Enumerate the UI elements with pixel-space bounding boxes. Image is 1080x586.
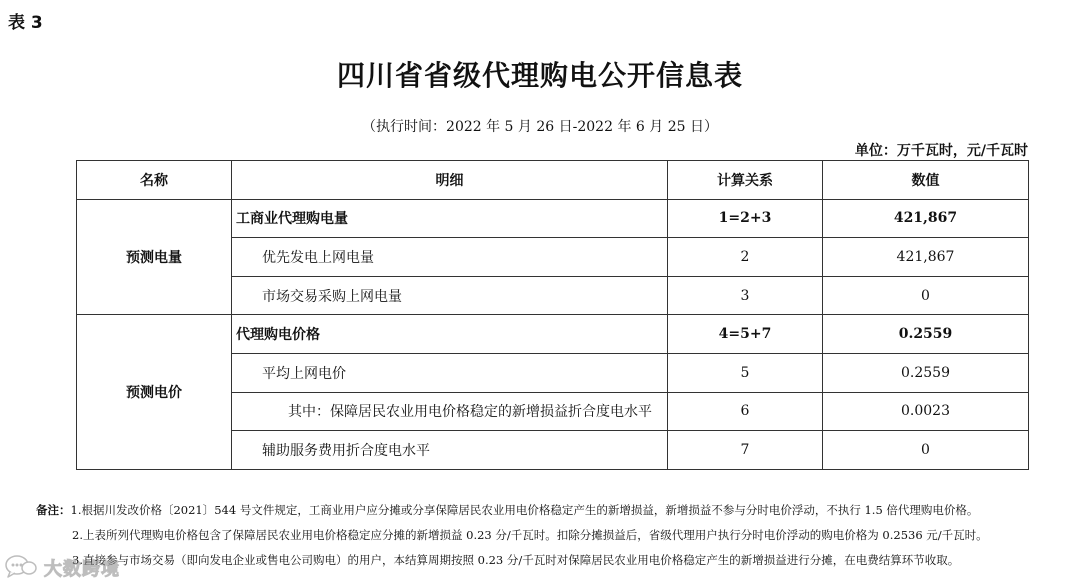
row-detail: 平均上网电价 — [232, 353, 668, 392]
row-detail: 辅助服务费用折合度电水平 — [232, 431, 668, 470]
table-number: 表 3 — [8, 13, 43, 33]
note-line — [36, 523, 1076, 548]
note-text: 2.上表所列代理购电价格包含了保障居民农业用电价格稳定应分摊的新增损益 0.23 分/千瓦时。扣除分摊损益后，省级代理用户执行分时电价浮动的购电价格为 0.2536 元/千瓦时。 — [72, 528, 988, 542]
note-line — [36, 498, 1076, 523]
row-detail: 代理购电价格 — [232, 315, 668, 354]
row-value: 421,867 — [823, 199, 1029, 238]
unit-label: 单位：万千瓦时，元/千瓦时 — [854, 143, 1028, 159]
group-name-forecast-volume: 预测电量 — [77, 199, 232, 315]
header-value: 数值 — [823, 161, 1029, 200]
notes-label: 备注： — [36, 503, 71, 517]
row-calc: 6 — [668, 392, 823, 431]
chat-bubble-icon — [4, 554, 38, 582]
row-value: 0.2559 — [823, 353, 1029, 392]
row-detail: 其中：保障居民农业用电价格稳定的新增损益折合度电水平 — [232, 392, 668, 431]
row-calc: 1=2+3 — [668, 199, 823, 238]
row-calc: 4=5+7 — [668, 315, 823, 354]
notes-section — [36, 498, 1076, 573]
row-value: 0.0023 — [823, 392, 1029, 431]
row-calc: 7 — [668, 431, 823, 470]
row-value: 0 — [823, 276, 1029, 315]
row-value: 0.2559 — [823, 315, 1029, 354]
header-name: 名称 — [77, 161, 232, 200]
row-value: 421,867 — [823, 238, 1029, 277]
header-calc: 计算关系 — [668, 161, 823, 200]
row-detail: 市场交易采购上网电量 — [232, 276, 668, 315]
table-header-row — [77, 161, 1029, 200]
note-text: 3.直接参与市场交易（即向发电企业或售电公司购电）的用户，本结算周期按照 0.23 分/千瓦时对保障居民农业用电价格稳定产生的新增损益进行分摊，在电费结算环节收取。 — [72, 553, 960, 567]
execution-period: （执行时间：2022 年 5 月 26 日-2022 年 6 月 25 日） — [362, 119, 718, 135]
note-text: 1.根据川发改价格〔2021〕544 号文件规定，工商业用户应分摊或分享保障居民农业用电价格稳定产生的新增损益，新增损益不参与分时电价浮动，不执行 1.5 倍代理购电价格。 — [70, 503, 979, 517]
watermark-text: 大数跨境 — [44, 559, 120, 580]
header-detail: 明细 — [232, 161, 668, 200]
note-line — [36, 548, 1076, 573]
watermark — [4, 554, 120, 582]
info-table — [76, 160, 1029, 470]
row-calc: 5 — [668, 353, 823, 392]
row-detail: 工商业代理购电量 — [232, 199, 668, 238]
group-name-forecast-price: 预测电价 — [77, 315, 232, 469]
table-row — [77, 315, 1029, 354]
row-value: 0 — [823, 431, 1029, 470]
table-row — [77, 199, 1029, 238]
row-calc: 3 — [668, 276, 823, 315]
page-title: 四川省省级代理购电公开信息表 — [336, 59, 743, 92]
row-detail: 优先发电上网电量 — [232, 238, 668, 277]
row-calc: 2 — [668, 238, 823, 277]
